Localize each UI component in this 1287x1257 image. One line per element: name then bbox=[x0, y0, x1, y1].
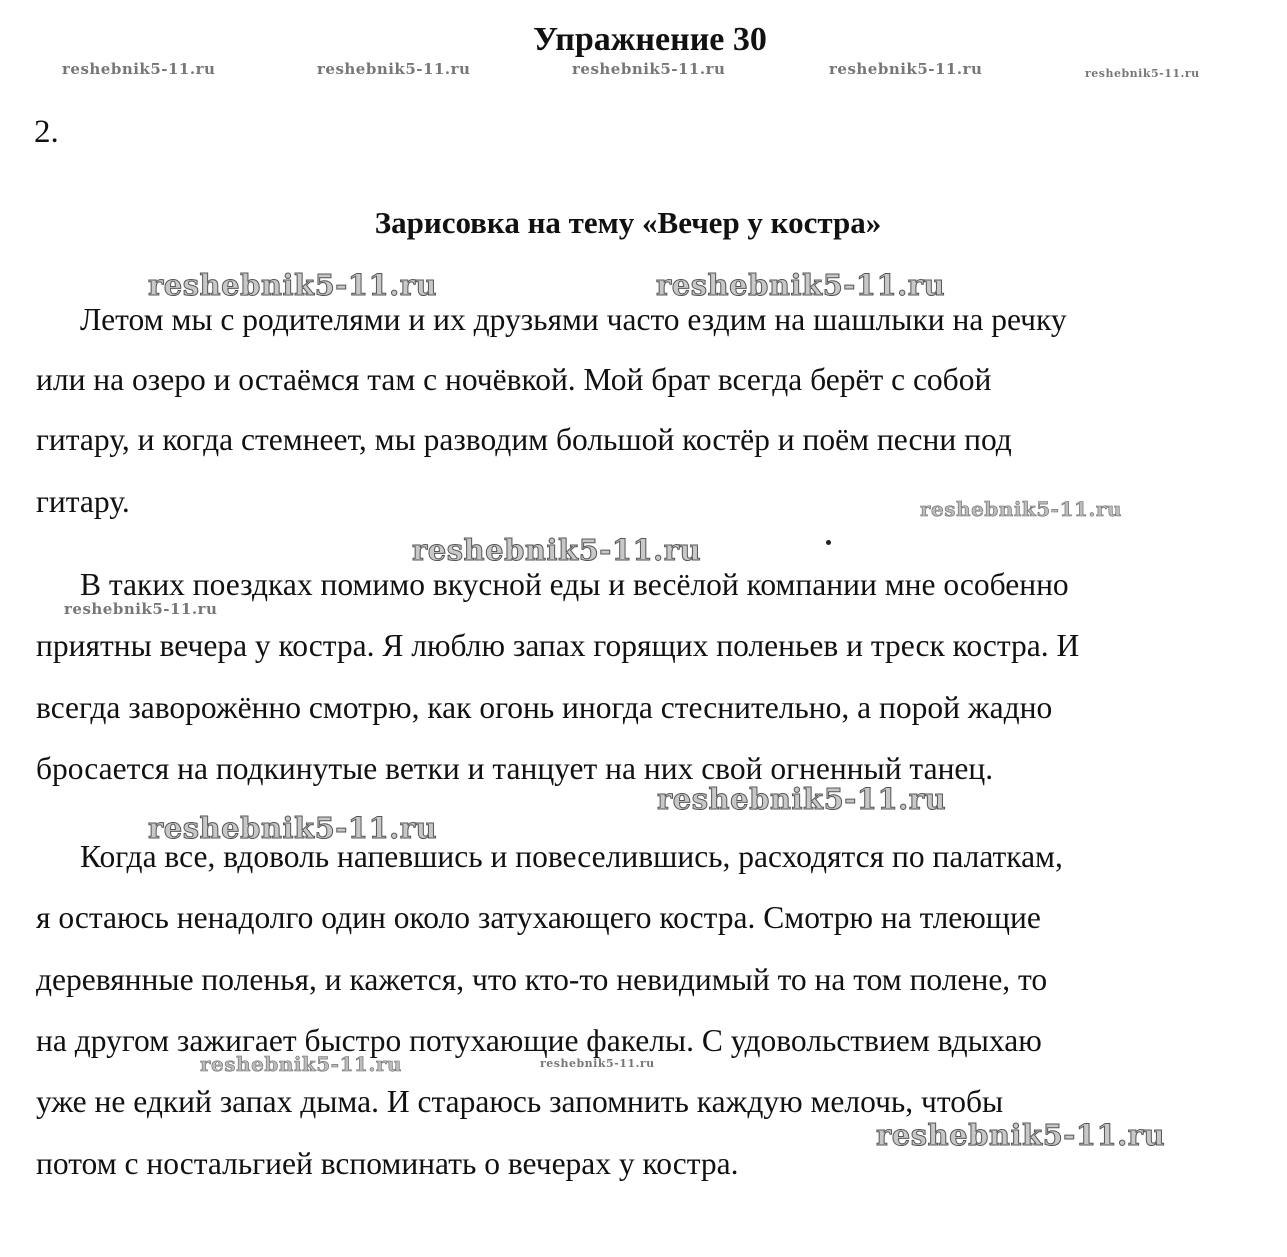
page-title: Упражнение 30 bbox=[533, 21, 767, 58]
text-line: потом с ностальгией вспоминать о вечерах у костра. bbox=[36, 1146, 739, 1181]
text-line: уже не едкий запах дыма. И стараюсь запомнить каждую мелочь, чтобы bbox=[36, 1084, 1004, 1119]
watermark: reshebnik5-11.ru bbox=[829, 60, 983, 78]
text-line: Когда все, вдоволь напевшись и повеселившись, расходятся по палаткам, bbox=[80, 839, 1063, 874]
watermark: reshebnik5-11.ru bbox=[62, 60, 216, 78]
text-line: Летом мы с родителями и их друзьями часто ездим на шашлыки на речку bbox=[80, 302, 1067, 337]
item-number: 2. bbox=[34, 114, 59, 150]
watermark: reshebnik5-11.ru bbox=[64, 600, 218, 618]
watermark: reshebnik5-11.ru bbox=[148, 268, 438, 302]
watermark: reshebnik5-11.ru bbox=[920, 497, 1122, 521]
watermark: reshebnik5-11.ru bbox=[1085, 67, 1200, 80]
text-line: гитару. bbox=[36, 484, 130, 519]
watermark: reshebnik5-11.ru bbox=[657, 782, 947, 816]
text-line: В таких поездках помимо вкусной еды и весёлой компании мне особенно bbox=[80, 567, 1069, 602]
watermark: reshebnik5-11.ru bbox=[656, 268, 946, 302]
stray-dot bbox=[826, 540, 831, 545]
text-line: или на озеро и остаёмся там с ночёвкой. Мой брат всегда берёт с собой bbox=[36, 362, 992, 397]
text-line: гитару, и когда стемнеет, мы разводим большой костёр и поём песни под bbox=[36, 422, 1012, 457]
watermark: reshebnik5-11.ru bbox=[317, 60, 471, 78]
text-line: бросается на подкинутые ветки и танцует на них свой огненный танец. bbox=[36, 751, 994, 786]
watermark: reshebnik5-11.ru bbox=[412, 533, 702, 567]
text-line: на другом зажигает быстро потухающие факелы. С удовольствием вдыхаю bbox=[36, 1023, 1042, 1058]
essay-heading: Зарисовка на тему «Вечер у костра» bbox=[374, 205, 882, 240]
text-line: деревянные поленья, и кажется, что кто-то невидимый то на том полене, то bbox=[36, 962, 1048, 997]
text-line: я остаюсь ненадолго один около затухающего костра. Смотрю на тлеющие bbox=[36, 900, 1041, 935]
watermark: reshebnik5-11.ru bbox=[540, 1057, 655, 1070]
watermark: reshebnik5-11.ru bbox=[876, 1118, 1166, 1152]
text-line: приятны вечера у костра. Я люблю запах горящих поленьев и треск костра. И bbox=[36, 628, 1080, 663]
text-line: всегда заворожённо смотрю, как огонь иногда стеснительно, а порой жадно bbox=[36, 690, 1053, 725]
watermark: reshebnik5-11.ru bbox=[200, 1052, 402, 1076]
watermark: reshebnik5-11.ru bbox=[148, 811, 438, 845]
watermark: reshebnik5-11.ru bbox=[572, 60, 726, 78]
